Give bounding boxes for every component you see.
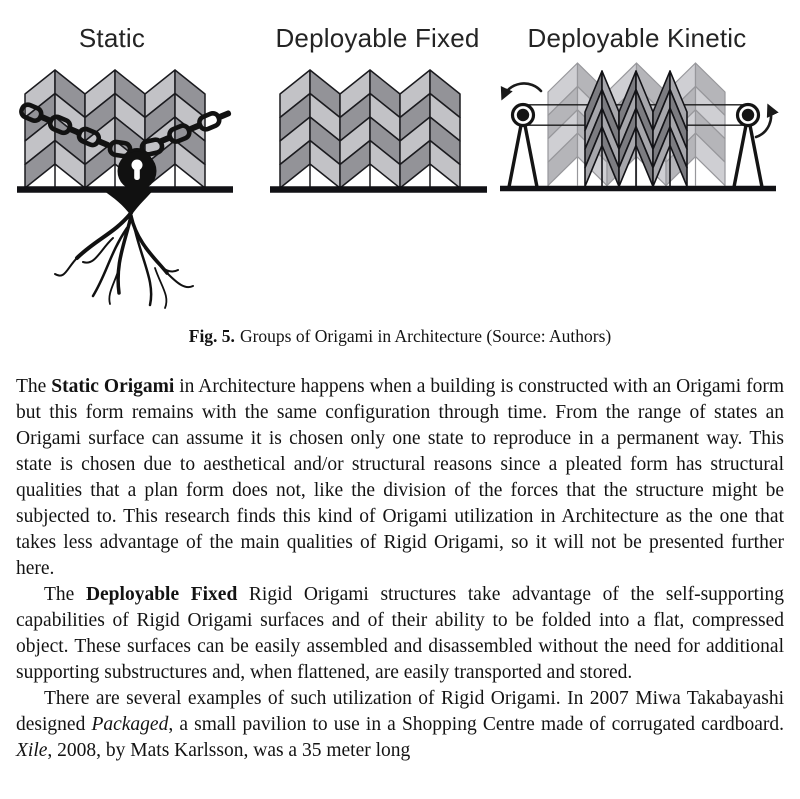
figure-5 <box>0 0 800 320</box>
origami-wall <box>280 70 460 188</box>
article-body <box>16 374 784 764</box>
figure-group-label-deployable-kinetic: Deployable Kinetic <box>527 23 747 53</box>
pulley-right <box>734 105 762 188</box>
figure-group-label-static: Static <box>78 23 146 53</box>
figure-caption-tag: Fig. 5. <box>188 326 235 346</box>
padlock-icon <box>118 151 157 191</box>
paragraph-deployable-fixed: The Deployable Fixed Rigid Origami structures take advantage of the self-supporting capabilities of Rigid Origami surfaces and of their ability to be folded into a flat, compressed object. These surfaces can be easily assembled and disassembled without the need for additional supporting substructures and, when flattened, are easily transported and stored. <box>16 584 784 683</box>
deployable-kinetic-origami-illustration <box>485 58 790 198</box>
figure-group-label-deployable-fixed: Deployable Fixed <box>275 23 480 53</box>
figure-caption <box>0 320 800 348</box>
static-origami-illustration <box>15 68 235 318</box>
paragraph-static-origami: The Static Origami in Architecture happens when a building is constructed with an Origami form but this form remains with the same configuration through time. From the range of states an Origami surface can assume it is chosen only one state to reproduce in a permanent way. This state is chosen due to aesthetical and/or structural reasons since a pleated form has structural qualities that a plan form does not, like the division of the forces that the structure might be subjected to. This research finds this kind of Origami utilization in Architecture as the one that takes less advantage of the main qualities of Rigid Origami, so it will not be presented further here. <box>16 376 784 579</box>
rotation-arrow-left-icon <box>503 83 541 97</box>
paragraph-examples: There are several examples of such utilization of Rigid Origami. In 2007 Miwa Takabayashi designed Packaged, a small pavilion to use in a Shopping Centre made of corrugated cardboard. Xile, 2008, by Mats Karlsson, was a 35 meter long <box>16 688 784 761</box>
figure-caption-text: Groups of Origami in Architecture (Source: Authors) <box>239 326 612 346</box>
roots-icon <box>55 188 193 308</box>
deployable-fixed-origami-illustration <box>270 68 490 200</box>
pulley-left <box>509 105 537 188</box>
